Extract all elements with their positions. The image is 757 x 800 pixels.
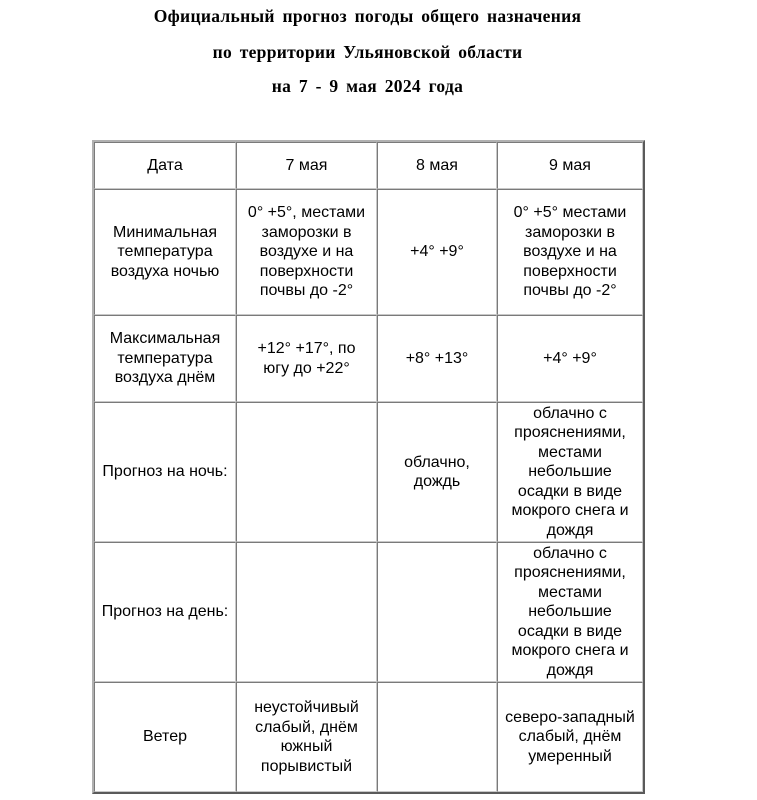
- table-cell: +4° +9°: [497, 315, 643, 402]
- table-cell: 0° +5°, местами заморозки в воздухе и на поверхности почвы до -2°: [236, 189, 377, 315]
- column-header-day-2: 8 мая: [377, 142, 497, 189]
- row-label: Минимальная температура воздуха ночью: [94, 189, 236, 315]
- table-cell: [236, 542, 377, 682]
- row-label: Ветер: [94, 682, 236, 792]
- table-cell: облачно, дождь: [377, 402, 497, 542]
- table-row-min-temperature: [94, 189, 643, 315]
- row-label: Прогноз на ночь:: [94, 402, 236, 542]
- column-header-day-1: 7 мая: [236, 142, 377, 189]
- table-row-night-forecast: [94, 402, 643, 542]
- table-cell: [236, 402, 377, 542]
- column-header-day-3: 9 мая: [497, 142, 643, 189]
- table-cell: +12° +17°, по югу до +22°: [236, 315, 377, 402]
- table-row-day-forecast: [94, 542, 643, 682]
- table-cell: +4° +9°: [377, 189, 497, 315]
- table-header-row: [94, 142, 643, 189]
- table-cell: 0° +5° местами заморозки в воздухе и на поверхности почвы до -2°: [497, 189, 643, 315]
- forecast-table: [92, 140, 645, 794]
- header-title-line-2: по территории Ульяновской области: [212, 42, 523, 62]
- table-cell: [377, 542, 497, 682]
- table-cell: неустойчивый слабый, днём южный порывистый: [236, 682, 377, 792]
- table-cell: облачно с прояснениями, местами небольшие осадки в виде мокрого снега и дождя: [497, 542, 643, 682]
- row-label: Прогноз на день:: [94, 542, 236, 682]
- column-header-date: Дата: [94, 142, 236, 189]
- header-title-line-3: на 7 - 9 мая 2024 года: [271, 76, 464, 96]
- table-cell: [377, 682, 497, 792]
- table-row-wind: [94, 682, 643, 792]
- table-row-max-temperature: [94, 315, 643, 402]
- table-cell: +8° +13°: [377, 315, 497, 402]
- table-cell: северо-западный слабый, днём умеренный: [497, 682, 643, 792]
- table-cell: облачно с прояснениями, местами небольшие осадки в виде мокрого снега и дождя: [497, 402, 643, 542]
- row-label: Максимальная температура воздуха днём: [94, 315, 236, 402]
- header-title-line-1: Официальный прогноз погоды общего назначения: [153, 6, 582, 26]
